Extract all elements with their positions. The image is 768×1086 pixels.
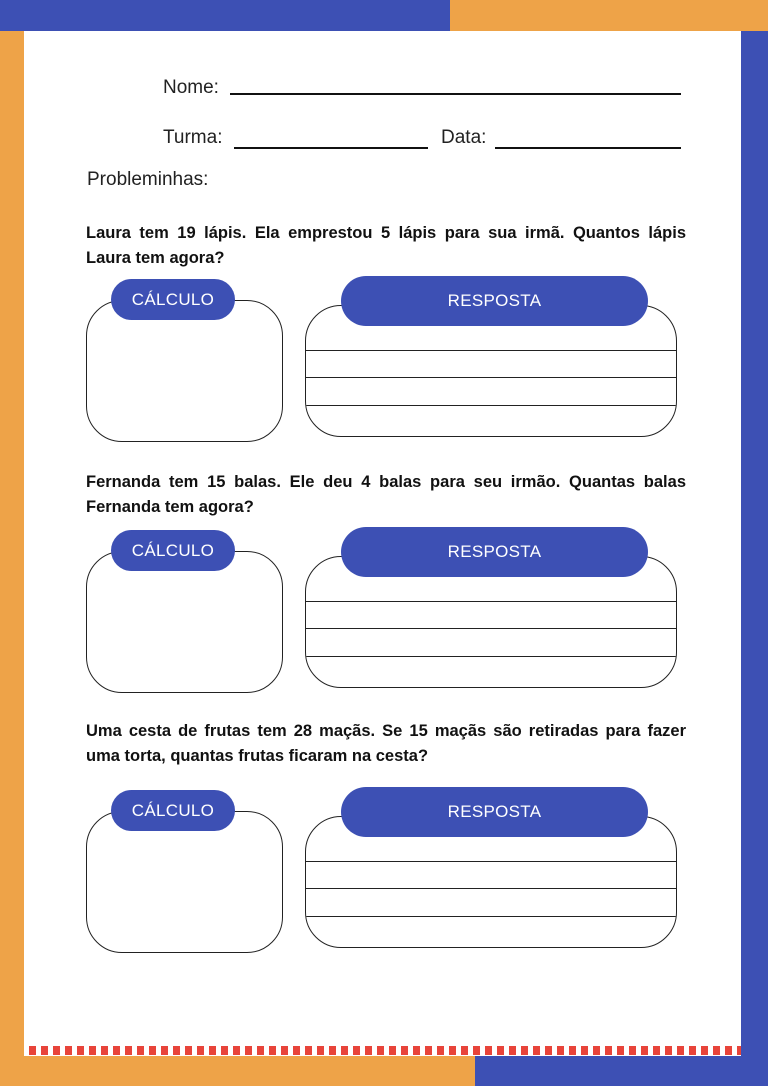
problem-1-calc-label: CÁLCULO xyxy=(111,279,235,320)
answer-line xyxy=(306,377,676,378)
answer-line xyxy=(306,888,676,889)
problem-2-answer-label: RESPOSTA xyxy=(341,527,648,577)
answer-line xyxy=(306,916,676,917)
name-field[interactable] xyxy=(230,93,681,95)
answer-line xyxy=(306,628,676,629)
answer-line xyxy=(306,350,676,351)
top-orange-band xyxy=(450,0,768,31)
date-field[interactable] xyxy=(495,147,681,149)
class-field[interactable] xyxy=(234,147,428,149)
answer-line xyxy=(306,601,676,602)
top-blue-band xyxy=(0,0,450,31)
class-label: Turma: xyxy=(163,127,223,148)
problem-2-question: Fernanda tem 15 balas. Ele deu 4 balas para seu irmão. Quantas balas Fernanda tem agora? xyxy=(86,473,686,516)
problem-2-calc-box[interactable] xyxy=(86,551,283,693)
bottom-blue-band xyxy=(475,1056,768,1086)
problem-2-calc-label: CÁLCULO xyxy=(111,530,235,571)
left-orange-band xyxy=(0,31,24,1086)
answer-line xyxy=(306,405,676,406)
problem-3-question: Uma cesta de frutas tem 28 maçãs. Se 15 maçãs são retiradas para fazer uma torta, quantas frutas ficaram na cesta? xyxy=(86,722,686,765)
date-label: Data: xyxy=(441,127,487,148)
problem-1-calc-box[interactable] xyxy=(86,300,283,442)
name-label: Nome: xyxy=(163,77,219,98)
problem-3-calc-label: CÁLCULO xyxy=(111,790,235,831)
bottom-orange-band xyxy=(0,1056,475,1086)
problem-3-calc-box[interactable] xyxy=(86,811,283,953)
answer-line xyxy=(306,656,676,657)
right-blue-band xyxy=(741,31,768,1086)
problem-3-answer-label: RESPOSTA xyxy=(341,787,648,837)
section-title: Probleminhas: xyxy=(87,169,209,190)
dashed-border-strip xyxy=(29,1046,741,1055)
answer-line xyxy=(306,861,676,862)
problem-1-answer-label: RESPOSTA xyxy=(341,276,648,326)
problem-1-question: Laura tem 19 lápis. Ela emprestou 5 lápis para sua irmã. Quantos lápis Laura tem agora? xyxy=(86,224,686,267)
